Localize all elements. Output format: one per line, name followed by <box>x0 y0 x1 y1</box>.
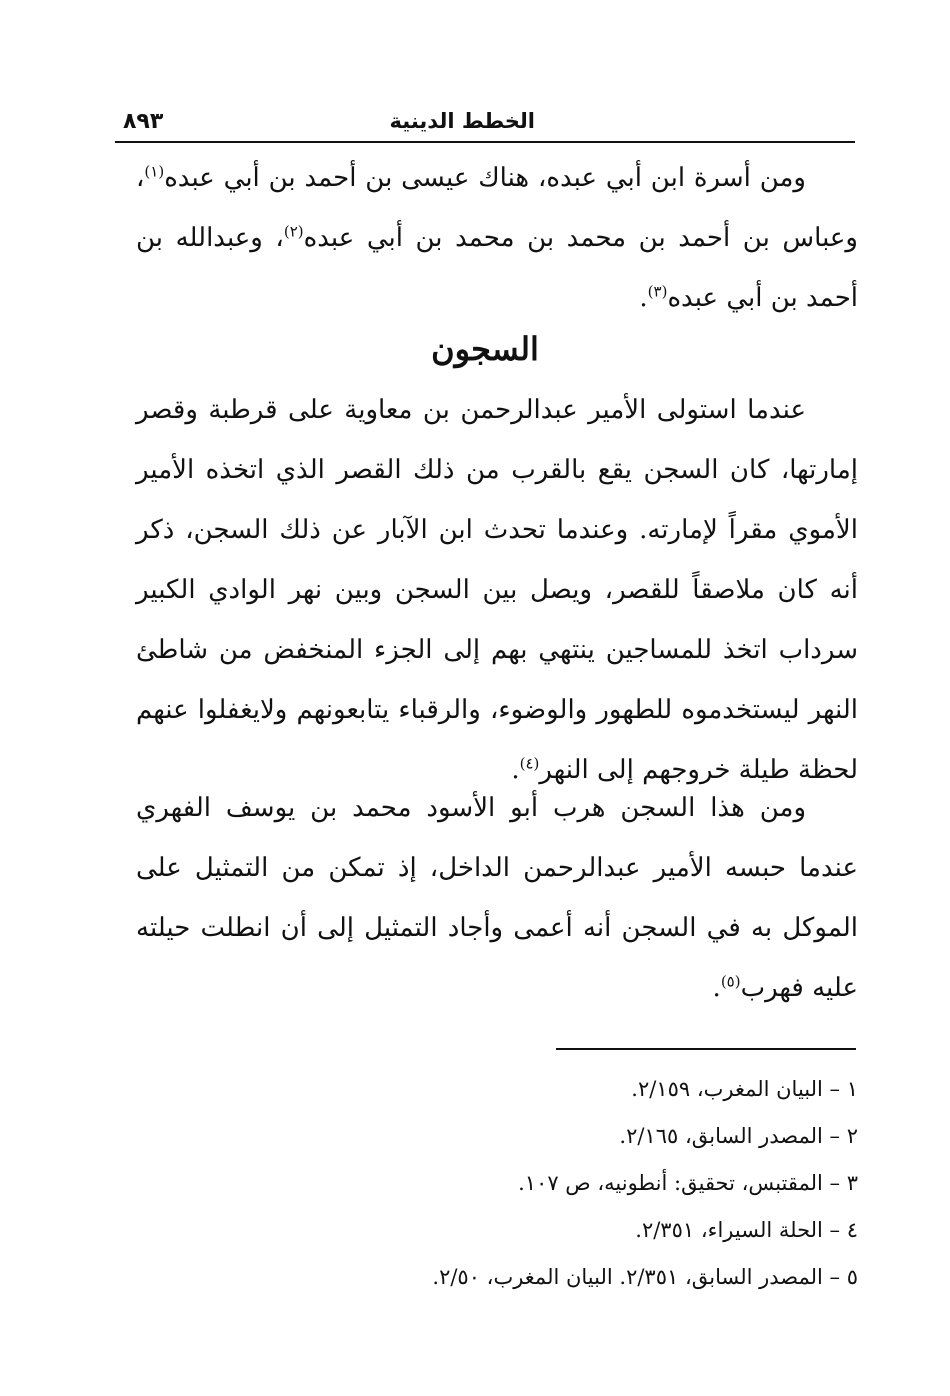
footnotes-list <box>136 1066 858 1301</box>
paragraph-text: ومن أسرة ابن أبي عبده، هناك عيسى بن أحمد بن أبي عبده <box>164 163 806 193</box>
footnote-item: ٥ – المصدر السابق، ٢/٣٥١. البيان المغرب، ٢/٥٠. <box>432 1265 858 1289</box>
paragraph-text: . <box>639 283 648 313</box>
footnote-item: ٣ – المقتبس، تحقيق: أنطونيه، ص ١٠٧. <box>518 1171 858 1195</box>
footnote-ref: (١) <box>144 162 165 181</box>
footnote-ref: (٥) <box>720 972 741 991</box>
paragraph-text: . <box>511 755 520 785</box>
running-title: الخطط الدينية <box>389 109 535 133</box>
paragraph-prison-location <box>136 380 858 800</box>
paragraph-text: عندما استولى الأمير عبدالرحمن بن معاوية على قرطبة وقصر إمارتها، كان السجن يقع بالقرب من ذلك القصر الذي اتخذه الأمير الأموي مقراً لإمارته. وعندما تحدث ابن الآبار عن ذلك السجن، ذكر أنه كان ملاصقاً للقصر، ويصل بين السجن وبين نهر الوادي الكبير سرداب اتخذ للمساجين ينتهي بهم إلى الجزء المنخفض من شاطئ النهر ليستخدموه للطهور والوضوء، والرقباء يتابعونهم ولايغفلوا عنهم لحظة طيلة خروجهم إلى النهر <box>136 395 858 785</box>
page-header <box>115 105 855 143</box>
footnote-divider <box>556 1048 856 1050</box>
footnote-item: ١ – البيان المغرب، ٢/١٥٩. <box>631 1077 858 1101</box>
paragraph-text: . <box>712 973 721 1003</box>
paragraph-text: ، وعبدالله بن أحمد بن أبي عبده <box>136 223 858 313</box>
footnote-item: ٤ – الحلة السيراء، ٢/٣٥١. <box>635 1218 858 1242</box>
footnote-item: ٢ – المصدر السابق، ٢/١٦٥. <box>619 1124 858 1148</box>
page-number: ٨٩٣ <box>123 109 164 134</box>
paragraph-family-members <box>136 148 858 328</box>
footnote-ref: (٢) <box>283 222 304 241</box>
section-heading: السجون <box>431 330 539 368</box>
paragraph-text: ومن هذا السجن هرب أبو الأسود محمد بن يوسف الفهري عندما حبسه الأمير عبدالرحمن الداخل، إذ تمكن من التمثيل على الموكل به في السجن أنه أعمى وأجاد التمثيل إلى أن انطلت حيلته عليه فهرب <box>136 793 858 1003</box>
footnote-ref: (٣) <box>647 282 668 301</box>
footnote-ref: (٤) <box>519 754 540 773</box>
paragraph-escape <box>136 778 858 1018</box>
paragraph-text: ، وعباس بن أحمد بن محمد بن محمد بن أبي عبده <box>136 163 858 253</box>
